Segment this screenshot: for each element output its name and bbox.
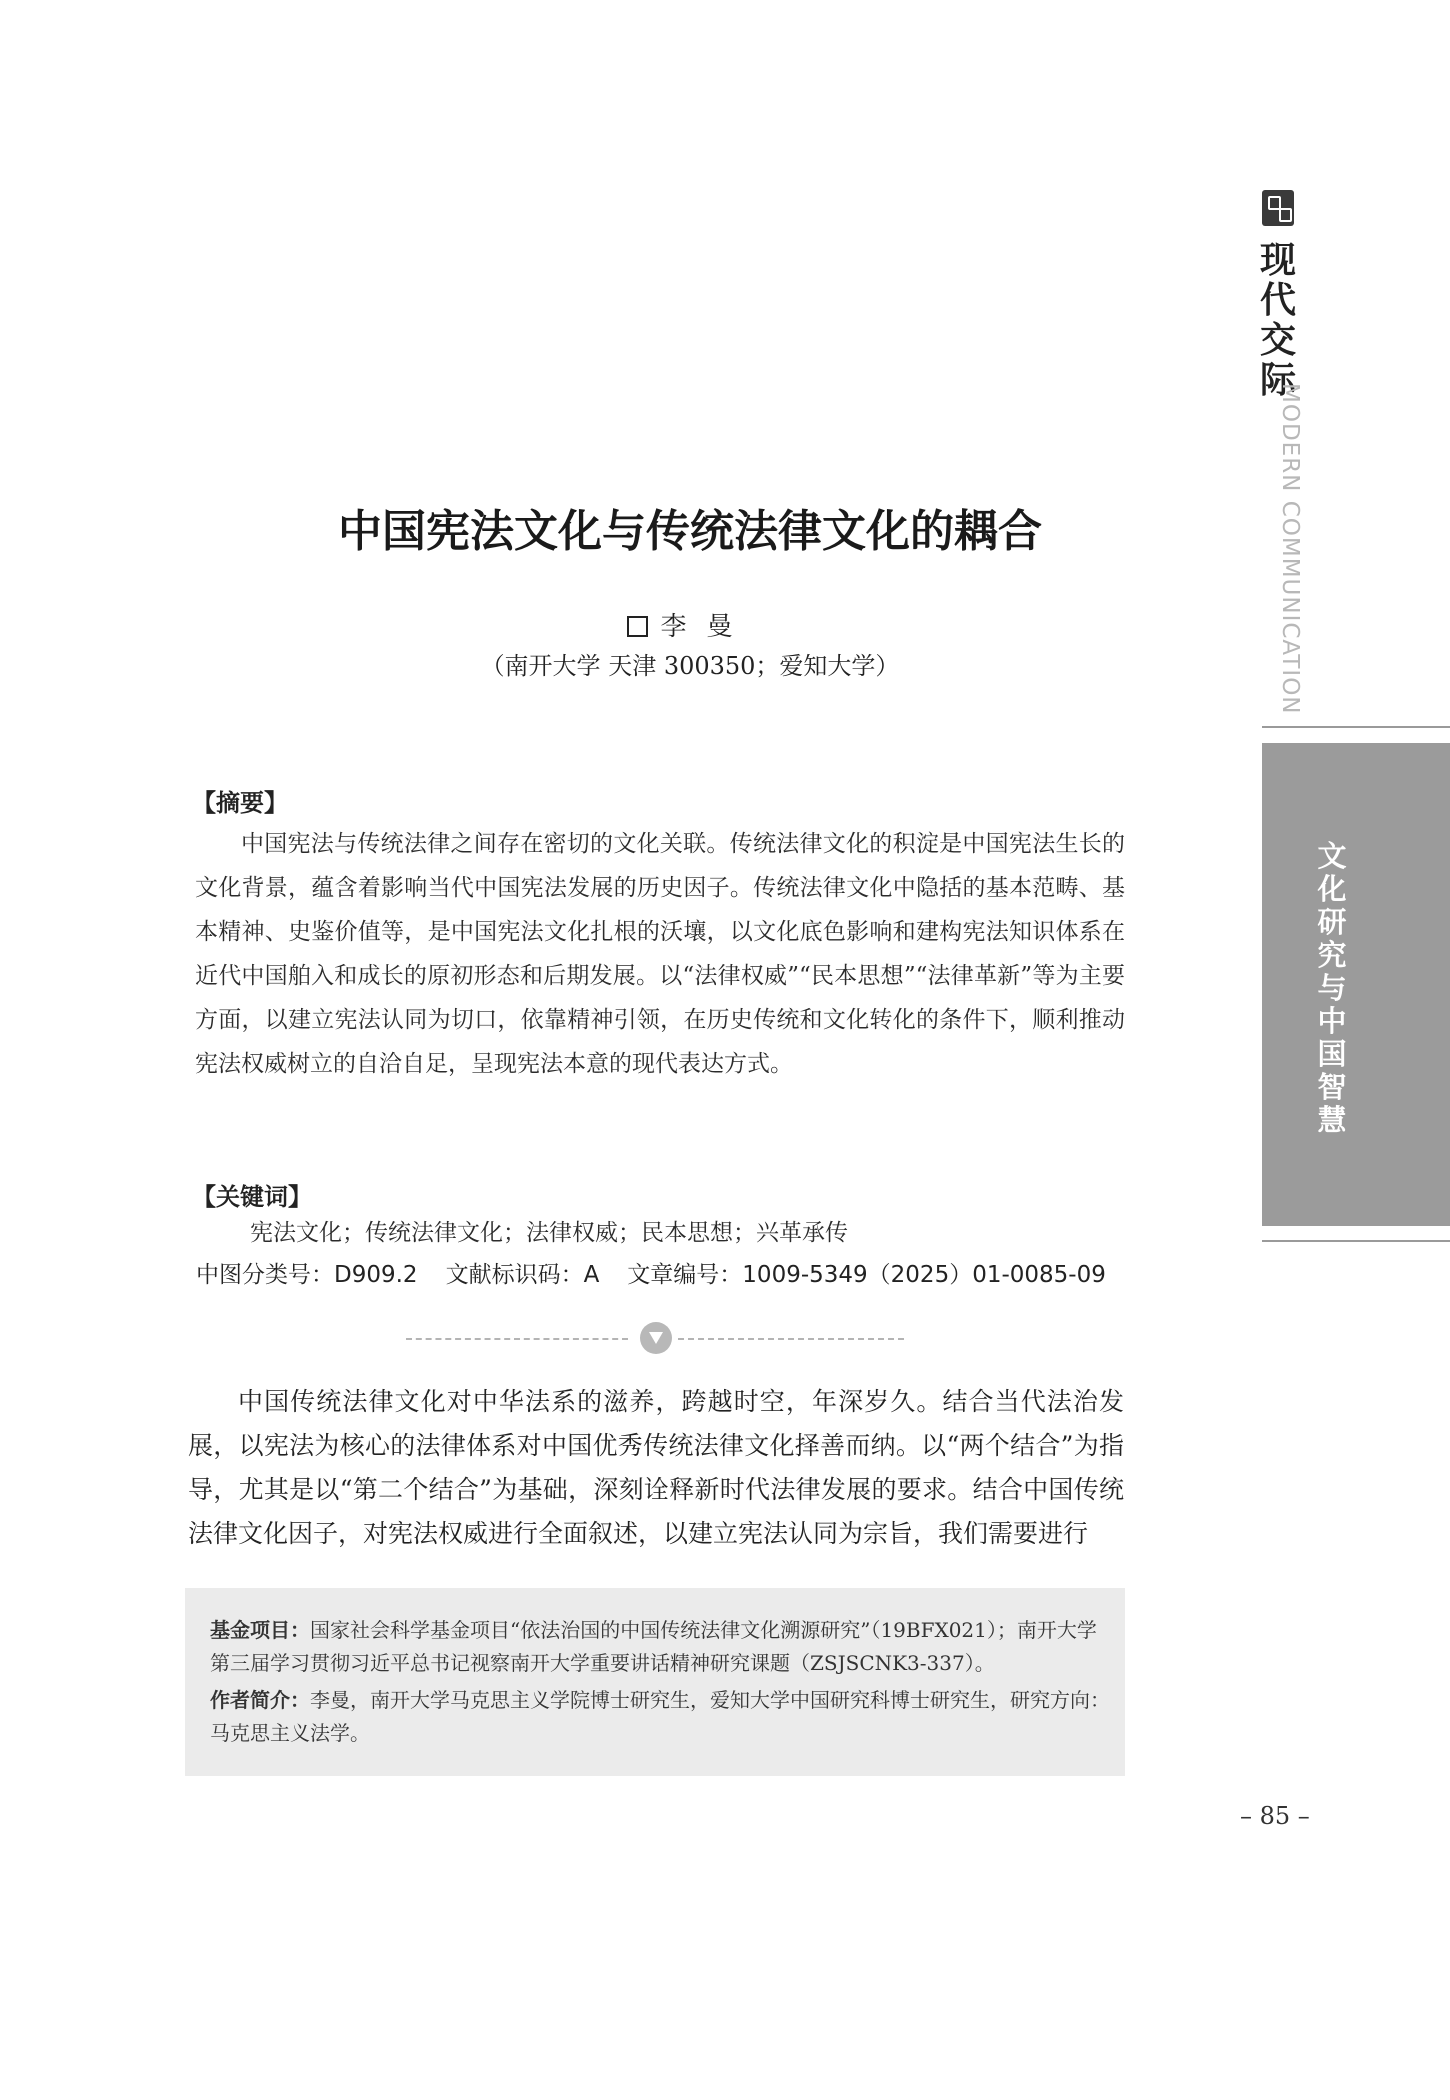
- divider-line-right: [678, 1338, 904, 1340]
- column-rule-top: [1262, 726, 1450, 728]
- classification-line: [196, 1256, 1106, 1289]
- column-rule-bottom: [1262, 1240, 1450, 1242]
- abstract-text: 中国宪法与传统法律之间存在密切的文化关联。传统法律文化的积淀是中国宪法生长的文化背景，蕴含着影响当代中国宪法发展的历史因子。传统法律文化中隐括的基本范畴、基本精神、史鉴价值等，是中国宪法文化扎根的沃壤，以文化底色影响和建构宪法知识体系在近代中国舶入和成长的原初形态和后期发展。以“法律权威”“民本思想”“法律革新”等为主要方面，以建立宪法认同为切口，依靠精神引领，在历史传统和文化转化的条件下，顺利推动宪法权威树立的自洽自足，呈现宪法本意的现代表达方式。: [195, 831, 1125, 1077]
- column-band: [1262, 743, 1450, 1226]
- bio-label: 作者简介：: [210, 1688, 310, 1712]
- page-number: – 85 –: [1240, 1802, 1310, 1830]
- article-number: 文章编号：1009-5349（2025）01-0085-09: [627, 1262, 1106, 1288]
- article-title: 中国宪法文化与传统法律文化的耦合: [338, 506, 1042, 557]
- keywords-text: 宪法文化；传统法律文化；法律权威；民本思想；兴革承传: [250, 1220, 848, 1246]
- ornament-arrow-icon: [640, 1322, 672, 1354]
- journal-logo-icon: [1262, 190, 1294, 226]
- body-paragraph: 中国传统法律文化对中华法系的滋养，跨越时空，年深岁久。结合当代法治发展，以宪法为核心的法律体系对中国优秀传统法律文化择善而纳。以“两个结合”为指导，尤其是以“第二个结合”为基础，深刻诠释新时代法律发展的要求。结合中国传统法律文化因子，对宪法权威进行全面叙述，以建立宪法认同为宗旨，我们需要进行: [188, 1387, 1124, 1548]
- author-name: 李曼: [660, 612, 753, 642]
- journal-name-english: MODERN COMMUNICATION: [1277, 383, 1303, 715]
- abstract-heading: 【摘要】: [192, 789, 288, 817]
- column-title: 文化研究与中国智慧: [1317, 839, 1347, 1137]
- clc-number: 中图分类号：D909.2: [196, 1262, 418, 1288]
- fund-text: 国家社会科学基金项目“依法治国的中国传统法律文化溯源研究”（19BFX021）；南开大学第三届学习贯彻习近平总书记视察南开大学重要讲话精神研究课题（ZSJSCNK3-337）。: [210, 1618, 1097, 1675]
- author-affiliation: （南开大学 天津 300350；爱知大学）: [480, 652, 900, 680]
- fund-footnote: [210, 1614, 1110, 1680]
- document-code: 文献标识码：A: [445, 1262, 600, 1288]
- keywords-heading: 【关键词】: [192, 1183, 312, 1211]
- journal-name-chinese: 现代交际: [1259, 239, 1296, 401]
- divider-line-left: [406, 1338, 628, 1340]
- author-box-icon: [627, 616, 648, 637]
- author-bio-footnote: [210, 1684, 1110, 1750]
- byline: [185, 606, 1195, 643]
- fund-label: 基金项目：: [210, 1618, 310, 1642]
- bio-text: 李曼，南开大学马克思主义学院博士研究生，爱知大学中国研究科博士研究生，研究方向：马克思主义法学。: [210, 1688, 1110, 1745]
